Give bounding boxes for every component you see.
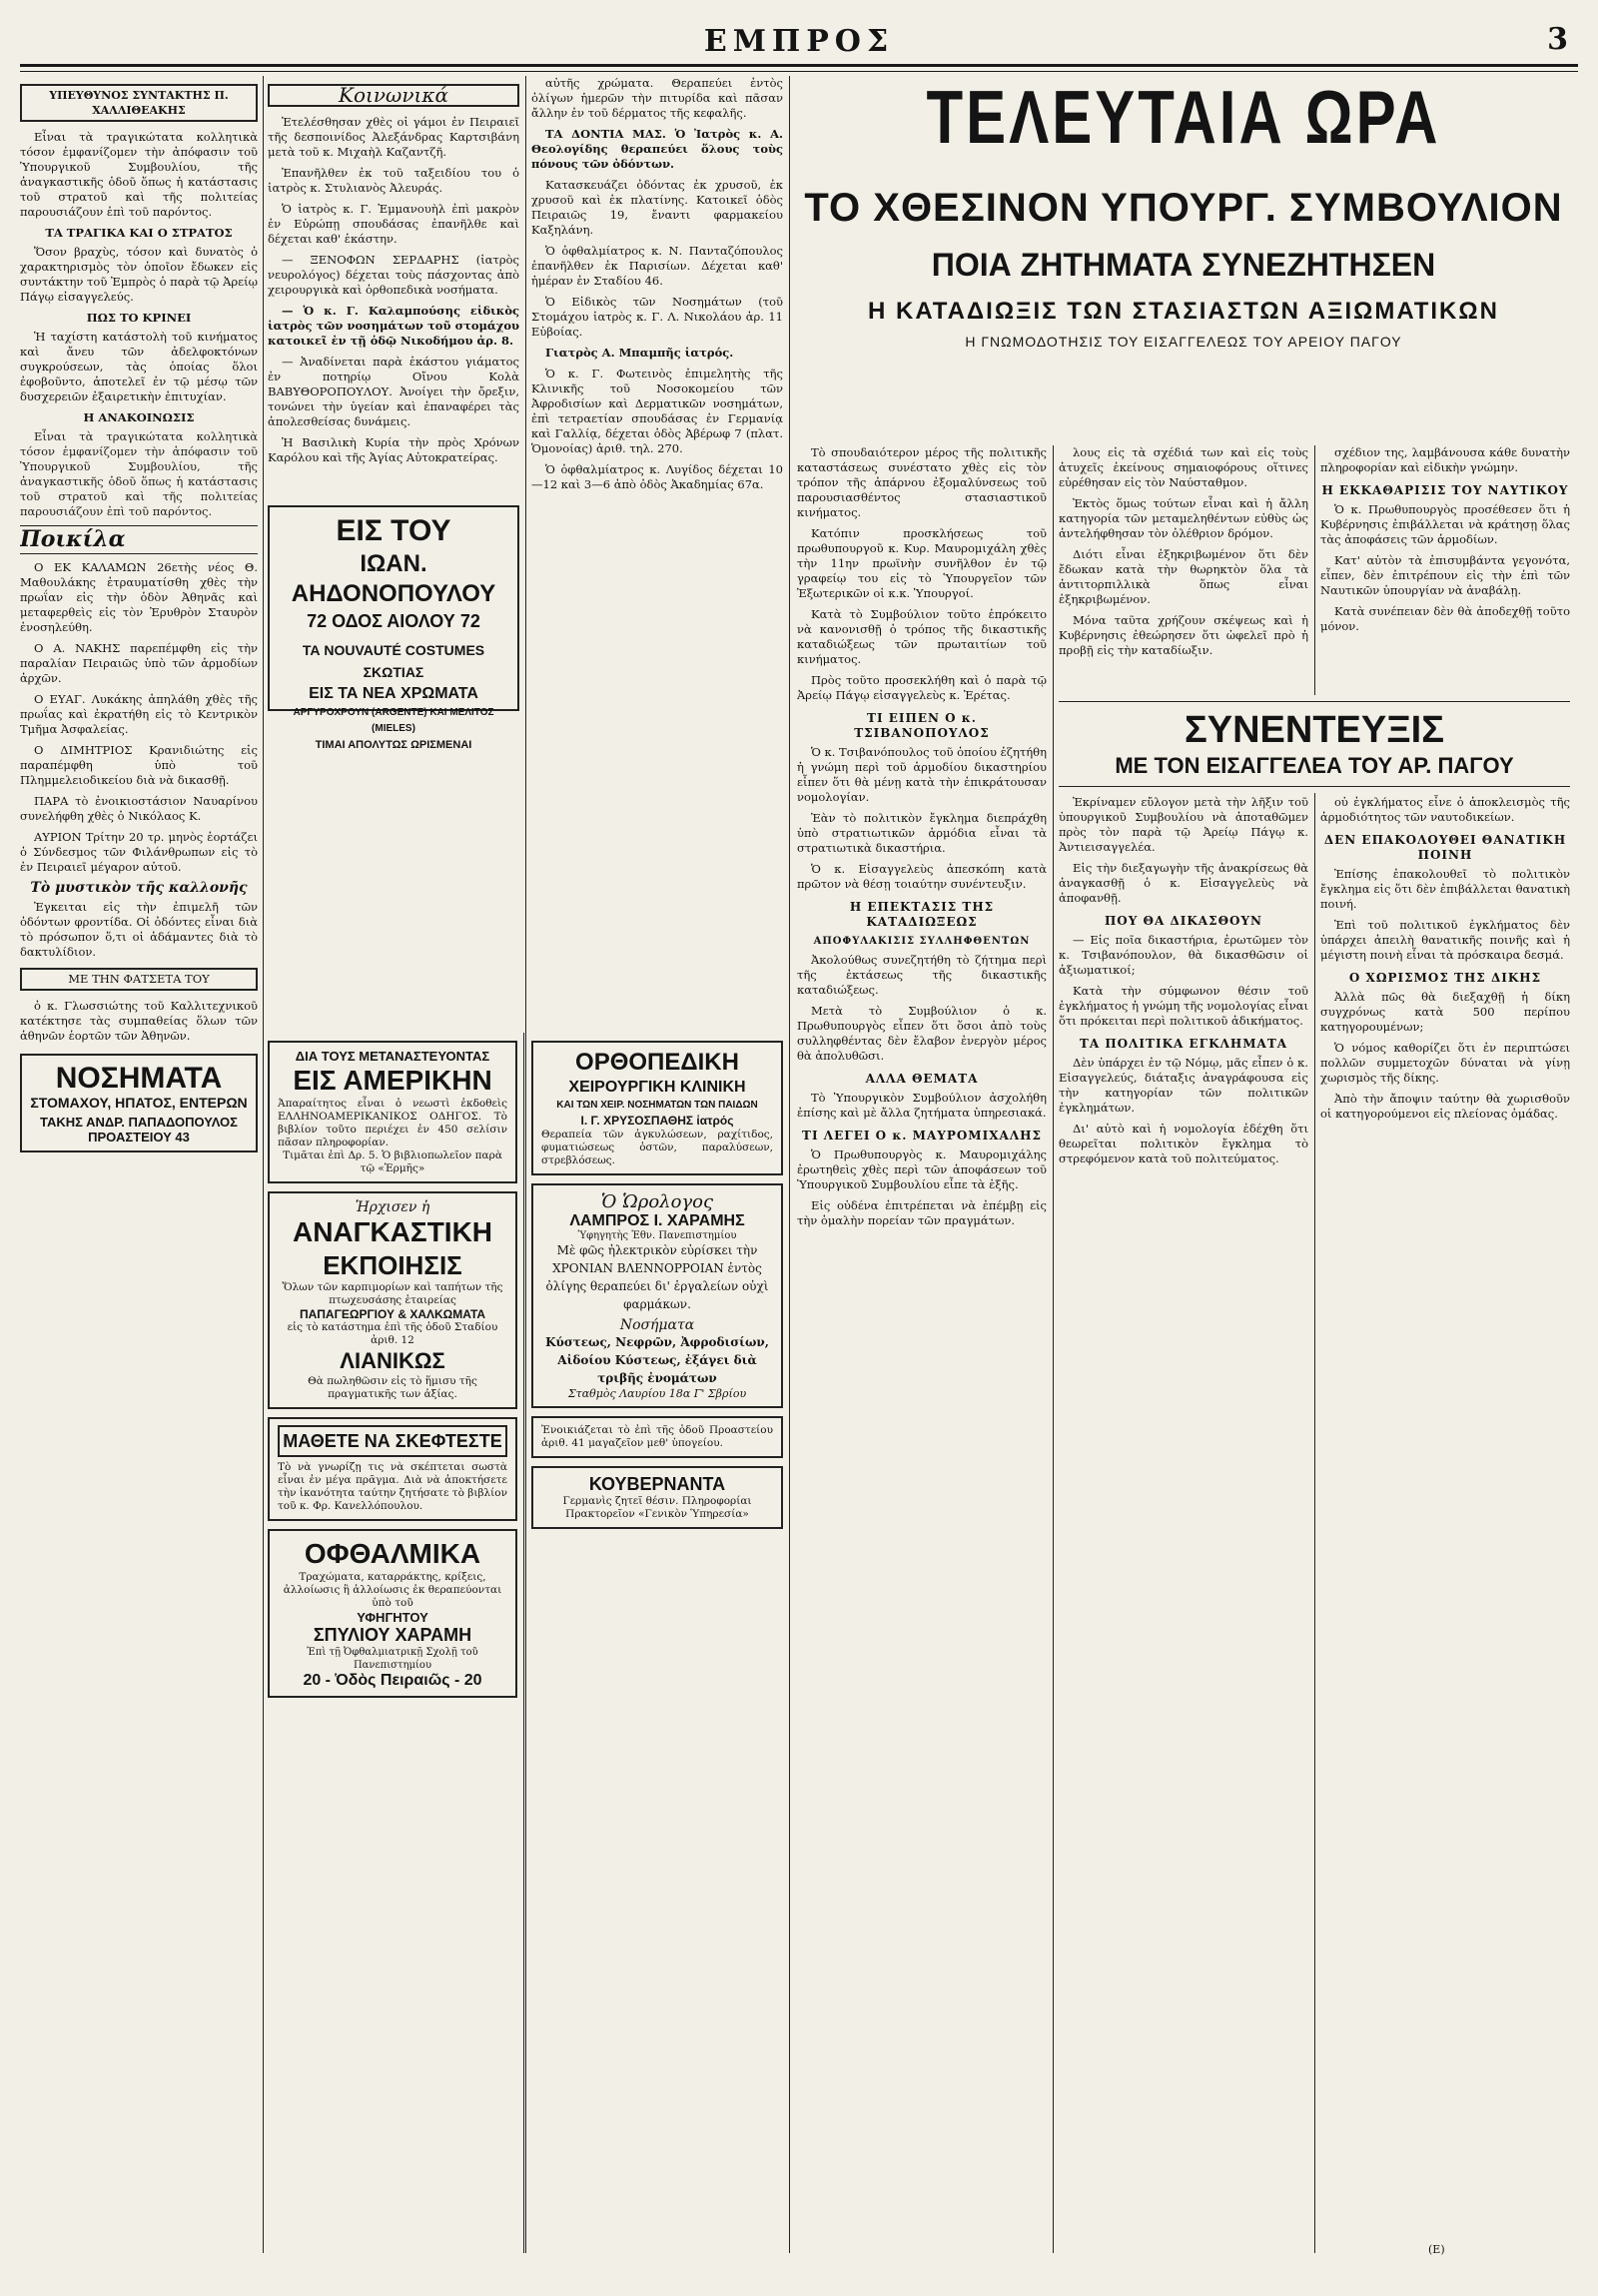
article-paragraph: Ὁ Πρωθυπουργὸς κ. Μαυρομιχάλης ἐρωτηθεὶς χθὲς περὶ τῶν ἀποφάσεων τοῦ Ὑπουργικοῦ Συμβουλίου εἶπε τὰ ἑξῆς. [797,1148,1047,1191]
section-heading-poikila: Ποικίλα [20,526,126,552]
article-paragraph: Κατ' αὐτὸν τὰ ἐπισυμβάντα γεγονότα, εἶπεν, δὲν ἐπιτρέπουν εἰς τὴν ἐπὶ τῶν Ναυτικῶν ὑπουργίαν νὰ ἀναβάλῃ. [1320,553,1570,597]
ad-title: ΣΠΥΛΙΟΥ ΧΑΡΑΜΗ [313,1625,472,1645]
article-paragraph: Ἀλλὰ πῶς θὰ διεξαχθῇ ἡ δίκη συγχρόνως κατὰ 500 περίπου κατηγορουμένων; [1320,990,1570,1034]
ad-aidonopoulos [268,505,519,751]
ad-store-name: ΙΩΑΝ. ΑΗΔΟΝΟΠΟΥΛΟΥ [291,550,496,607]
column-1 [20,76,258,2253]
column-6-lower [1320,795,1570,2253]
article-heading: Ο ΧΩΡΙΣΜΟΣ ΤΗΣ ΔΙΚΗΣ [1348,971,1542,985]
ad-amerika [268,1041,517,1183]
ad-mathete [268,1417,517,1521]
ad-rent [531,1416,783,1458]
ad-text: Νοσήματα [619,1317,695,1333]
headline-sub: ΤΟ ΧΘΕΣΙΝΟΝ ΥΠΟΥΡΓ. ΣΥΜΒΟΥΛΙΟΝ [804,186,1563,230]
ad-subtitle: ΣΤΟΜΑΧΟΥ, ΗΠΑΤΟΣ, ΕΝΤΕΡΩΝ [30,1095,248,1111]
column-6 [1320,445,1570,695]
article-paragraph: Κατὰ τὸ Συμβούλιον τοῦτο ἐπρόκειτο νὰ κανονισθῇ ὁ τρόπος τῆς δικαστικῆς καταδιώξεως τῶν πρωταιτίων τοῦ κινήματος. [797,607,1047,666]
article-paragraph: Κατὰ συνέπειαν δὲν θὰ ἀποδεχθῇ τοῦτο μόνον. [1320,604,1570,633]
article-paragraph: οὐ ἐγκλήματος εἶνε ὁ ἀποκλεισμὸς τῆς ἁρμοδιότητος τῶν ναυτοδικείων. [1320,795,1570,824]
article-paragraph: Εἶναι τὰ τραγικώτατα κολλητικὰ τόσον ἐμφανίζομεν τὴν ἀπόφασιν τοῦ Ὑπουργικοῦ Συμβουλίου, τῆς ἀναγκαστικῆς ὁδοῦ ὅπως ἡ κατάστασις τοῦ στρατοῦ καὶ τῆς πολιτείας παρουσιάζουν ἐπὶ τοῦ παρόντος. [20,429,258,518]
article-paragraph: Ὁ κ. Εἰσαγγελεὺς ἀπεσκόπη κατὰ πρῶτον νὰ θέσῃ τοιαύτην συνέντευξιν. [797,862,1047,891]
footer-stamp: (Ε) [1428,2243,1445,2256]
ad-text: 20 - Ὁδὸς Πειραιῶς - 20 [303,1672,482,1689]
news-item: Ο ΕΚ ΚΑΛΑΜΩΝ 26ετὴς νέος Θ. Μαθουλάκης ἐτραυματίσθη χθὲς τὴν πρωΐαν εἰς τὴν ὁδὸν Ἀθηνᾶς καὶ μεταφερθεὶς εἰς τὸν Ἐρυθρὸν Σταυρὸν ἐνοσηλεύθη. [20,560,258,634]
article-paragraph: σχέδιον της, λαμβάνουσα κάθε δυνατὴν πληροφορίαν καὶ εἰδικὴν γνώμην. [1320,445,1570,474]
headline-sub: Η ΓΝΩΜΟΔΟΤΗΣΙΣ ΤΟΥ ΕΙΣΑΓΓΕΛΕΩΣ ΤΟΥ ΑΡΕΙΟΥ ΠΑΓΟΥ [965,334,1402,350]
article-paragraph: Κατασκευάζει ὀδόντας ἐκ χρυσοῦ, ἐκ χρυσοῦ καὶ ἐκ πλατίνης. Κατοικεῖ ὁδὸς Πειραιῶς 19, ἔναντι φαρμακείου Καξηλάνη. [531,178,783,237]
article-heading: ΤΑ ΤΡΑΓΙΚΑ ΚΑΙ Ο ΣΤΡΑΤΟΣ [45,226,233,240]
article-paragraph: Εἰς οὐδένα ἐπιτρέπεται νὰ ἐπέμβῃ εἰς τὴν ὁμαλὴν πορείαν τῶν πραγμάτων. [797,1198,1047,1227]
article-heading: Η ΕΚΚΑΘΑΡΙΣΙΣ ΤΟΥ ΝΑΥΤΙΚΟΥ [1321,483,1569,497]
article-paragraph: Τὸ σπουδαιότερον μέρος τῆς πολιτικῆς καταστάσεως συνέστατο χθὲς εἰς τὸν τρόπον τῆς ἀπάρνου ἐξομαλύνσεως τοῦ παρουσιασθέντος στασιαστικοῦ κινήματος. [797,445,1047,519]
ad-title: ΕΚΠΟΙΗΣΙΣ [323,1250,462,1280]
article-paragraph: ΤΑ ΔΟΝΤΙΑ ΜΑΣ. Ὁ Ἰατρὸς κ. Α. Θεολογίδης θεραπεύει ὅλους τοὺς πόνους τῶν ὀδόντων. [531,127,783,171]
ad-line: ΤΙΜΑΙ ΑΠΟΛΥΤΩΣ ΩΡΙΣΜΕΝΑΙ [315,739,472,751]
ad-text: Τιμᾶται ἐπὶ Δρ. 5. Ὁ βιβλιοπωλεῖον παρὰ τῷ «Ἑρμῆς» [283,1149,502,1174]
news-item: Ο ΔΙΜΗΤΡΙΟΣ Κρανιδιώτης εἰς παραπέμφθη ὑπὸ τοῦ Πλημμελειοδικείου διὰ νὰ δικασθῇ. [20,743,258,787]
ad-text: Γερμανὶς ζητεῖ θέσιν. Πληροφορίαι Πρακτορεῖον «Γενικὸν Ὑπηρεσία» [562,1495,752,1520]
ad-text: Ἐπὶ τῇ Ὀφθαλμιατρικῇ Σχολῇ τοῦ Πανεπιστημίου [307,1647,478,1671]
newspaper-page [20,18,1578,2260]
ad-title: Ὁ Ὡρολογος [600,1191,714,1212]
social-item: Ὁ ἰατρὸς κ. Γ. Ἐμμανουὴλ ἐπὶ μακρὸν ἐν Εὐρώπῃ σπουδάσας ἐπανῆλθε καὶ δέχεται καθ' ἑκάστην. [268,202,519,246]
article-paragraph: Ὁ κ. Πρωθυπουργὸς προσέθεσεν ὅτι ἡ Κυβέρνησις ἐπιβάλλεται νὰ κράτησῃ ὅλας τὰς ἀποφάσεις τῶν ἁρμοδίων. [1320,502,1570,546]
article-paragraph: Ἐκτὸς ὅμως τούτων εἶναι καὶ ἡ ἄλλη κατηγορία τῶν μεταμεληθέντων εὐθὺς ὡς ἀντελήφθησαν τὸν ὀλέθριον δρόμον. [1059,496,1308,540]
ad-title: ΝΟΣΗΜΑΤΑ [55,1062,223,1095]
social-item: Ἑτελέσθησαν χθὲς οἱ γάμοι ἐν Πειραιεῖ τῆς δεσποινίδος Ἀλεξάνδρας Καρτσιβάνη μετὰ τοῦ κ. Μιχαὴλ Καζαντζῆ. [268,115,519,159]
columns [20,76,1578,2253]
column-5-lower [1059,795,1308,2253]
ad-nosimata [20,1054,258,1152]
interview-headline [1059,695,1570,793]
newspaper-title: ΕΜΠΡΟΣ [703,24,895,59]
ad-text: Ἐνοικιάζεται τὸ ἐπὶ τῆς ὁδοῦ Προαστείου ἀριθ. 41 μαγαζεῖον μεθ' ὑπογείου. [541,1424,773,1449]
responsible-editor: ΥΠΕΥΘΥΝΟΣ ΣΥΝΤΑΚΤΗΣ Π. ΧΑΛΛΙΘΕΑΚΗΣ [20,84,258,122]
article-paragraph: Δὲν ὑπάρχει ἐν τῷ Νόμῳ, μᾶς εἶπεν ὁ κ. Εἰσαγγελεύς, διάταξις ἀναγράφουσα εἰς τὴν κατηγορίαν τῶν πολιτικῶν ἐγκλημάτων. [1059,1056,1308,1115]
ad-title: ΚΟΥΒΕΡΝΑΝΤΑ [588,1474,726,1494]
ad-store-address: 72 ΟΔΟΣ ΑΙΟΛΟΥ 72 [307,611,480,631]
social-item: — ΞΕΝΟΦΩΝ ΣΕΡΔΑΡΗΣ (ἰατρὸς νευρολόγος) δέχεται τοὺς πάσχοντας ἀπὸ χειρουργικὰ καὶ ὀρθοπεδικὰ νοσήματα. [268,253,519,297]
article-paragraph: Διότι εἶναι ἐξηκριβωμένον ὅτι δὲν ἔδωκαν κατὰ τὴν θωρηκτὸν ὅλα τὰ ἀντιτορπιλλικὰ ὅπως εἶναι ἐξηκριβωμένον. [1059,547,1308,606]
social-item: — Ὁ κ. Γ. Καλαμπούσης εἰδικὸς ἰατρὸς τῶν νοσημάτων τοῦ στομάχου κατοικεῖ ἐν τῇ ὁδῷ Νικοδήμου ἀρ. 8. [268,304,519,348]
ad-text: ΥΦΗΓΗΤΟΥ [357,1610,428,1625]
ad-title: ΜΑΘΕΤΕ ΝΑ ΣΚΕΦΤΕΣΤΕ [278,1425,507,1457]
article-paragraph: Εἶναι τὰ τραγικώτατα κολλητικὰ τόσον ἐμφανίζομεν τὴν ἀπόφασιν τοῦ Ὑπουργικοῦ Συμβουλίου, τῆς ἀναγκαστικῆς ὁδοῦ ὅπως ἡ κατάστασις τοῦ στρατοῦ καὶ τῆς πολιτείας παρουσιάζουν ἐπὶ τοῦ παρόντος. [20,130,258,219]
ad-text: Τραχώματα, καταρράκτης, κρίξεις, ἀλλοίωσις ἢ ἀλλοίωσις ἐκ θεραπεύονται ὑπὸ τοῦ [283,1571,502,1609]
ad-title: ΟΡΘΟΠΕΔΙΚΗ [575,1049,739,1076]
article-paragraph: — Εἰς ποῖα δικαστήρια, ἐρωτῶμεν τὸν κ. Τσιβανόπουλον, θὰ δικασθῶσιν οἱ ἀξιωματικοί; [1059,933,1308,977]
article-paragraph: Μόνα ταῦτα χρήζουν σκέψεως καὶ ἡ Κυβέρνησις ἐθεώρησεν ὅτι ὠφελεῖ πρὸ ἡ προβῇ εἰς τὴν καταδίωξιν. [1059,613,1308,657]
ad-line: ΕΙΣ ΤΑ ΝΕΑ ΧΡΩΜΑΤΑ [309,685,478,702]
column-4 [797,445,1047,2253]
article-paragraph: Ὁ κ. Τσιβανόπουλος τοῦ ὁποίου ἐζητήθη ἡ γνώμη περὶ τοῦ ἁρμοδίου δικαστηρίου εἶπεν ὅτι θὰ μένῃ κατὰ τὴν ἐπικράτουσαν νομολογίαν. [797,745,1047,804]
page-number: 3 [1547,22,1568,57]
article-paragraph: αὐτῆς χρώματα. Θεραπεύει ἐντὸς ὀλίγων ἡμερῶν τὴν πιτυρίδα καὶ πᾶσαν ἄλλην ἐν τοῦ δέρματος τῆς κεφαλῆς. [531,76,783,120]
article-paragraph: Πρὸς τοῦτο προσεκλήθη καὶ ὁ παρὰ τῷ Ἀρείῳ Πάγῳ εἰσαγγελεὺς κ. Ἐρέτας. [797,673,1047,702]
article-paragraph: λους εἰς τὰ σχέδιά των καὶ εἰς τοὺς ἀτυχεῖς ἐκείνους σημαιοφόρους οἵτινες εὑρέθησαν εἰς τὸν Ναύσταθμον. [1059,445,1308,489]
article-paragraph: Ἡ ταχίστη κατάστολὴ τοῦ κινήματος καὶ ἄνευ τῶν ἀδελφοκτόνων συγκρούσεων, τὰς ὁποίας ὅλοι ἐφοβοῦντο, ἀποτελεῖ ἐν τῷ μέσῳ τῶν δυσχερειῶν ἐξαιρετικὴν ἐπιτυχίαν. [20,330,258,403]
news-item: ΑΥΡΙΟΝ Τρίτην 20 τρ. μηνὸς ἑορτάζει ὁ Σύνδεσμος τῶν Φιλάνθρωπων εἰς τὸ ἐν Πειραιεῖ μέγαρον αὐτοῦ. [20,830,258,874]
article-paragraph: Ἀκολούθως συνεζητήθη τὸ ζήτημα περὶ τῆς ἐκτάσεως τῆς δικαστικῆς καταδιώξεως. [797,953,1047,997]
ads-left [268,1033,517,1706]
article-heading: ΤΑ ΠΟΛΙΤΙΚΑ ΕΓΚΛΗΜΑΤΑ [1079,1037,1288,1051]
article-paragraph: Κατόπιν προσκλήσεως τοῦ πρωθυπουργοῦ κ. Κυρ. Μαυρομιχάλη χθὲς τὴν 11ην πρωϊνὴν συνῆλθον ἐν τῷ γραφείῳ του εἰς τὸ Ὑπουργεῖον τῶν Ἐξωτερικῶν οἱ κ.κ. Ὑπουργοί. [797,526,1047,600]
masthead [20,18,1578,67]
ad-text: Ἀπαραίτητος εἶναι ὁ νεωστὶ ἐκδοθεὶς ΕΛΛΗΝΟΑΜΕΡΙΚΑΝΙΚΟΣ ΟΔΗΓΟΣ. Τὸ βιβλίον τοῦτο περιέχει ἐν 450 σελίσιν πᾶσαν πληροφορίαν. [278,1098,507,1148]
article-paragraph: Τὸ Ὑπουργικὸν Συμβούλιον ἀσχολήθη ἐπίσης καὶ μὲ ἄλλα ζητήματα ὑπηρεσιακά. [797,1091,1047,1120]
news-item: Ο ΕΥΑΓ. Λυκάκης ἀπηλάθη χθὲς τῆς πρωΐας καὶ ἐκρατήθη εἰς τὸ Κεντρικὸν Τμῆμα Ἀσφαλείας. [20,692,258,736]
article-paragraph: Κατὰ τὴν σύμφωνον θέσιν τοῦ ἐγκλήματος ἡ γνώμη τῆς νομολογίας εἶναι ὅτι πρόκειται περὶ πολιτικοῦ ἀδικήματος. [1059,984,1308,1028]
article-heading: ΠΩΣ ΤΟ ΚΡΙΝΕΙ [86,311,192,325]
interview-title: ΣΥΝΕΝΤΕΥΞΙΣ [1184,709,1445,751]
article-paragraph: Ἐπίσης ἐπακολουθεῖ τὸ πολιτικὸν ἔγκλημα εἰς ὅτι δὲν ἐπιβάλλεται θανατικὴ ποινή. [1320,867,1570,911]
ad-text: Ἡρχισεν ἡ [355,1199,430,1215]
ad-doctor: ΤΑΚΗΣ ΑΝΔΡ. ΠΑΠΑΔΟΠΟΥΛΟΣ [40,1115,238,1130]
ad-ekpoiisis [268,1191,517,1409]
article-paragraph: Ὁ νόμος καθορίζει ὅτι ἐν περιπτώσει πολλῶν συμμετοχῶν δύναται νὰ γίνῃ χωρισμὸς τῆς δίκης. [1320,1041,1570,1085]
article-paragraph: Ἐπὶ τοῦ πολιτικοῦ ἐγκλήματος δὲν ὑπάρχει ἀπειλὴ θανατικῆς ποινῆς καὶ ἡ μέγιστη ποινὴ εἶναι τὰ πρόσκαιρα δεσμά. [1320,918,1570,962]
ad-address: ΠΡΟΑΣΤΕΙΟΥ 43 [88,1130,190,1145]
ad-title: ΧΕΙΡΟΥΡΓΙΚΗ ΚΛΙΝΙΚΗ [568,1079,746,1096]
article-paragraph: Ἀπὸ τὴν ἄποψιν ταύτην θὰ χωρισθοῦν οἱ κατηγορούμενοι εἰς πλείονας ὁμάδας. [1320,1092,1570,1121]
article-paragraph: Ἐγκειται εἰς τὴν ἐπιμελῆ τῶν ὀδόντων φροντίδα. Οἱ ὀδόντες εἶναι διὰ τὸ πρόσωπον ὅ,τι οἱ ἀδάμαντες διὰ τὸ δακτυλίδιον. [20,900,258,959]
ad-orthopediki [531,1041,783,1175]
ad-kouvernanta [531,1466,783,1529]
ad-line: ΤΑ NOUVAUTÉ COSTUMES ΣΚΩΤΙΑΣ [302,642,485,680]
article-paragraph: Ἐκρίναμεν εὔλογον μετὰ τὴν λῆξιν τοῦ ὑπουργικοῦ Συμβουλίου νὰ ἀποταθῶμεν πρὸς τὸν παρὰ τῷ Ἀρείῳ Πάγῳ κ. Ἀντιεισαγγελέα. [1059,795,1308,854]
ad-text: Θεραπεία τῶν ἀγκυλώσεων, ραχίτιδος, φυματιώσεως ὀστῶν, παραλύσεων, στρεβλόσεως. [541,1129,773,1166]
headline-main: ΤΕΛΕΥΤΑΙΑ ΩΡΑ [926,75,1441,160]
article-paragraph: Γιατρὸς Α. Μπαμπῆς ἰατρός. [545,346,734,360]
ad-text: ΠΑΠΑΓΕΩΡΓΙΟΥ & ΧΑΛΚΩΜΑΤΑ [299,1307,486,1321]
article-heading: ΤΙ ΕΙΠΕΝ Ο κ. ΤΣΙΒΑΝΟΠΟΥΛΟΣ [854,711,990,740]
article-heading: ΑΠΟΦΥΛΑΚΙΣΙΣ ΣΥΛΛΗΦΘΕΝΤΩΝ [813,936,1031,947]
ad-orologos [531,1183,783,1408]
article-heading: Η ΑΝΑΚΟΙΝΩΣΙΣ [83,410,195,424]
news-item: ΠΑΡΑ τὸ ἐνοικιοστάσιον Ναυαρίνου συνελήφθη χθὲς ὁ Νικόλαος Κ. [20,794,258,823]
article-paragraph: Ὁ ὀφθαλμίατρος κ. Ν. Πανταζόπουλος ἐπανῆλθεν ἐκ Παρισίων. Δέχεται καθ' ἡμέραν ἐν Σταδίου 46. [531,244,783,288]
ad-ofthalmika [268,1529,517,1698]
ad-text: Κύστεως, Νεφρῶν, Ἀφροδισίων, Αἰδοίου Κύστεως, ἐξάγει διὰ τριβῆς ἐνομάτων [545,1335,769,1385]
ad-title: ΛΑΜΠΡΟΣ Ι. ΧΑΡΑΜΗΣ [569,1212,745,1229]
article-paragraph: Δι' αὐτὸ καὶ ἡ νομολογία ἐδέχθη ὅτι θεωρεῖται πολιτικὸν ἔγκλημα τὸ στρεφόμενον κατὰ τοῦ πολιτεύματος. [1059,1122,1308,1165]
social-item: Ἡ Βασιλικὴ Κυρία τὴν πρὸς Χρόνων Καρόλου καὶ τῆς Ἀγίας Αὐτοκρατείρας. [268,435,519,464]
article-heading: Τὸ μυστικὸν τῆς καλλονῆς [30,880,248,896]
article-paragraph: ὁ κ. Γλωσσιώτης τοῦ Καλλιτεχνικοῦ κατέκτησε τὰς συμπαθείας ὅλων τῶν ἀθηνῶν ἑορτῶν τῶν Ἀθηνῶν. [20,999,258,1043]
ad-heading: ΔΙΑ ΤΟΥΣ ΜΕΤΑΝΑΣΤΕΥΟΝΤΑΣ [295,1049,490,1064]
ads-right [531,1033,783,1537]
article-heading: ΔΕΝ ΕΠΑΚΟΛΟΥΘΕΙ ΘΑΝΑΤΙΚΗ ΠΟΙΝΗ [1323,833,1567,862]
ad-text: εἰς τὸ κατάστημα ἐπὶ τῆς ὁδοῦ Σταδίου ἀριθ. 12 [287,1321,498,1346]
ad-text: Ὑφηγητὴς Ἐθν. Πανεπιστημίου [577,1230,737,1241]
article-heading: ΠΟΥ ΘΑ ΔΙΚΑΣΘΟΥΝ [1104,914,1263,928]
article-paragraph: Μετὰ τὸ Συμβούλιον ὁ κ. Πρωθυπουργὸς εἶπεν ὅτι ὅσοι ἀπὸ τοὺς συλληφθέντας δὲν ἔλαβον ἐνεργὸν μέρος θὰ ἀπολυθῶσι. [797,1004,1047,1063]
section-heading-koinonika: Κοινωνικά [268,84,519,107]
article-heading: ΑΛΛΑ ΘΕΜΑΤΑ [865,1072,979,1086]
ad-text: ΚΑΙ ΤΩΝ ΧΕΙΡ. ΝΟΣΗΜΑΤΩΝ ΤΩΝ ΠΑΙΔΩΝ [556,1100,758,1111]
ad-text: Τὸ νὰ γνωρίζῃ τις νὰ σκέπτεται σωστὰ εἶναι ἐν μέγα πρᾶγμα. Διὰ νὰ ἀποκτήσετε τὴν ἱκανότητα ταύτην ζητήσατε τὸ βιβλίον τοῦ κ. Φρ. Κανελλόπουλου. [278,1461,507,1512]
ad-text: Μὲ φῶς ἠλεκτρικὸν εὐρίσκει τὴν ΧΡΟΝΙΑΝ ΒΛΕΝΝΟΡΡΟΙΑΝ ἐντὸς ὀλίγης θεραπεύει δι' ἐργαλείων οὐχὶ φαρμάκων. [545,1243,769,1311]
ads-block [268,1033,783,2253]
article-heading: Η ΕΠΕΚΤΑΣΙΣ ΤΗΣ ΚΑΤΑΔΙΩΞΕΩΣ [849,900,995,929]
ad-title: ΛΙΑΝΙΚΩΣ [340,1348,445,1373]
article-paragraph: Εἰς τὴν διεξαγωγὴν τῆς ἀνακρίσεως θὰ ἀναγκασθῇ ὁ κ. Εἰσαγγελεὺς νὰ ἀποφανθῇ. [1059,861,1308,905]
social-item: Ἐπανῆλθεν ἐκ τοῦ ταξειδίου του ὁ ἰατρὸς κ. Στυλιανὸς Ἀλευράς. [268,166,519,195]
article-paragraph: Ὁ ὀφθαλμίατρος κ. Λυγίδος δέχεται 10—12 καὶ 3—6 ἀπὸ ὁδὸς Ἀκαδημίας 67α. [531,462,783,491]
ad-text: Ὅλων τῶν καρπιμορίων καὶ ταπήτων τῆς πτωχευσάσης ἑταιρείας [282,1281,503,1306]
ad-title: ΟΦΘΑΛΜΙΚΑ [304,1538,481,1569]
news-item: Ο Α. ΝΑΚΗΣ παρεπέμφθη εἰς τὴν παραλίαν Πειραιῶς ὑπὸ τῶν ἀρμοδίων ἀρχῶν. [20,641,258,685]
ad-text: Θὰ πωληθῶσιν εἰς τὸ ἥμισυ τῆς πραγματικῆς των ἀξίας. [308,1375,477,1400]
headline-block [797,76,1570,435]
ad-eis: ΕΙΣ ΤΟΥ [336,514,451,547]
social-item: — Ἀναδίνεται παρὰ ἐκάστου γιάματος ἐν ποτηρίῳ Οἴνου Κολὰ ΒΑΒΥΘΟΡΟΠΟΥΛΟΥ. Ἀνοίγει τὴν ὄρεξιν, τονώνει τὴν ὑγείαν καὶ ἐπαναφέρει τὰς ἀπολεσθείσας δυνάμεις. [268,355,519,428]
article-paragraph: Ὁ κ. Γ. Φωτεινὸς ἐπιμελητὴς τῆς Κλινικῆς τοῦ Νοσοκομείου τῶν Ἀφροδισίων καὶ Δερματικῶν νοσημάτων, ἐπὶ τετραετίαν σπουδάσας ἐν Γερμανίᾳ καὶ Γαλλίᾳ, δέχεται ὁδὸς Ἀβέρωφ 7 (πλατ. Ὁμονοίας) ἀριθ. τηλ. 270. [531,367,783,455]
article-paragraph: Ὅσον βραχὺς, τόσον καὶ δυνατὸς ὁ χαρακτηρισμὸς τὸν ὁποῖον ἔδωκεν εἰς συντάκτην τοῦ Ἐμπρὸς ὁ παρὰ τῷ Ἀρείῳ Πάγῳ εἰσαγγελεύς. [20,245,258,304]
article-paragraph: Ἐὰν τὸ πολιτικὸν ἔγκλημα διεπράχθη ὑπὸ στρατιωτικῶν ἁρμόδια εἶναι τὰ στρατιωτικὰ δικαστήρια. [797,811,1047,855]
ad-title: ΕΙΣ ΑΜΕΡΙΚΗΝ [293,1065,492,1096]
masthead-rule [20,67,1578,72]
ad-text: Ι. Γ. ΧΡΥΣΟΣΠΑΘΗΣ ἰατρός [580,1114,734,1128]
article-paragraph: Ὁ Εἰδικὸς τῶν Νοσημάτων (τοῦ Στομάχου ἰατρὸς κ. Γ. Λ. Νικολάου ἀρ. 11 Εὐβοίας. [531,295,783,339]
article-heading: ΤΙ ΛΕΓΕΙ Ο κ. ΜΑΥΡΟΜΙΧΑΛΗΣ [802,1129,1042,1143]
ad-line: ΑΡΓΥΡΟΧΡΟΥΝ (ARGENTE) ΚΑΙ ΜΕΛΙΤΟΣ (MIELES) [293,707,494,734]
article-heading-box: ΜΕ ΤΗΝ ΦΑΤΣΕΤΑ ΤΟΥ [20,968,258,991]
ad-title: ΑΝΑΓΚΑΣΤΙΚΗ [292,1216,493,1247]
headline-sub: ΠΟΙΑ ΖΗΤΗΜΑΤΑ ΣΥΝΕΖΗΤΗΣΕΝ [931,247,1436,283]
ad-text: Σταθμὸς Λαυρίου 18α Γ' Σβρίου [567,1387,747,1400]
headline-sub: Η ΚΑΤΑΔΙΩΞΙΣ ΤΩΝ ΣΤΑΣΙΑΣΤΩΝ ΑΞΙΩΜΑΤΙΚΩΝ [868,298,1499,325]
interview-subtitle: ΜΕ ΤΟΝ ΕΙΣΑΓΓΕΛΕΑ ΤΟΥ ΑΡ. ΠΑΓΟΥ [1115,753,1514,778]
